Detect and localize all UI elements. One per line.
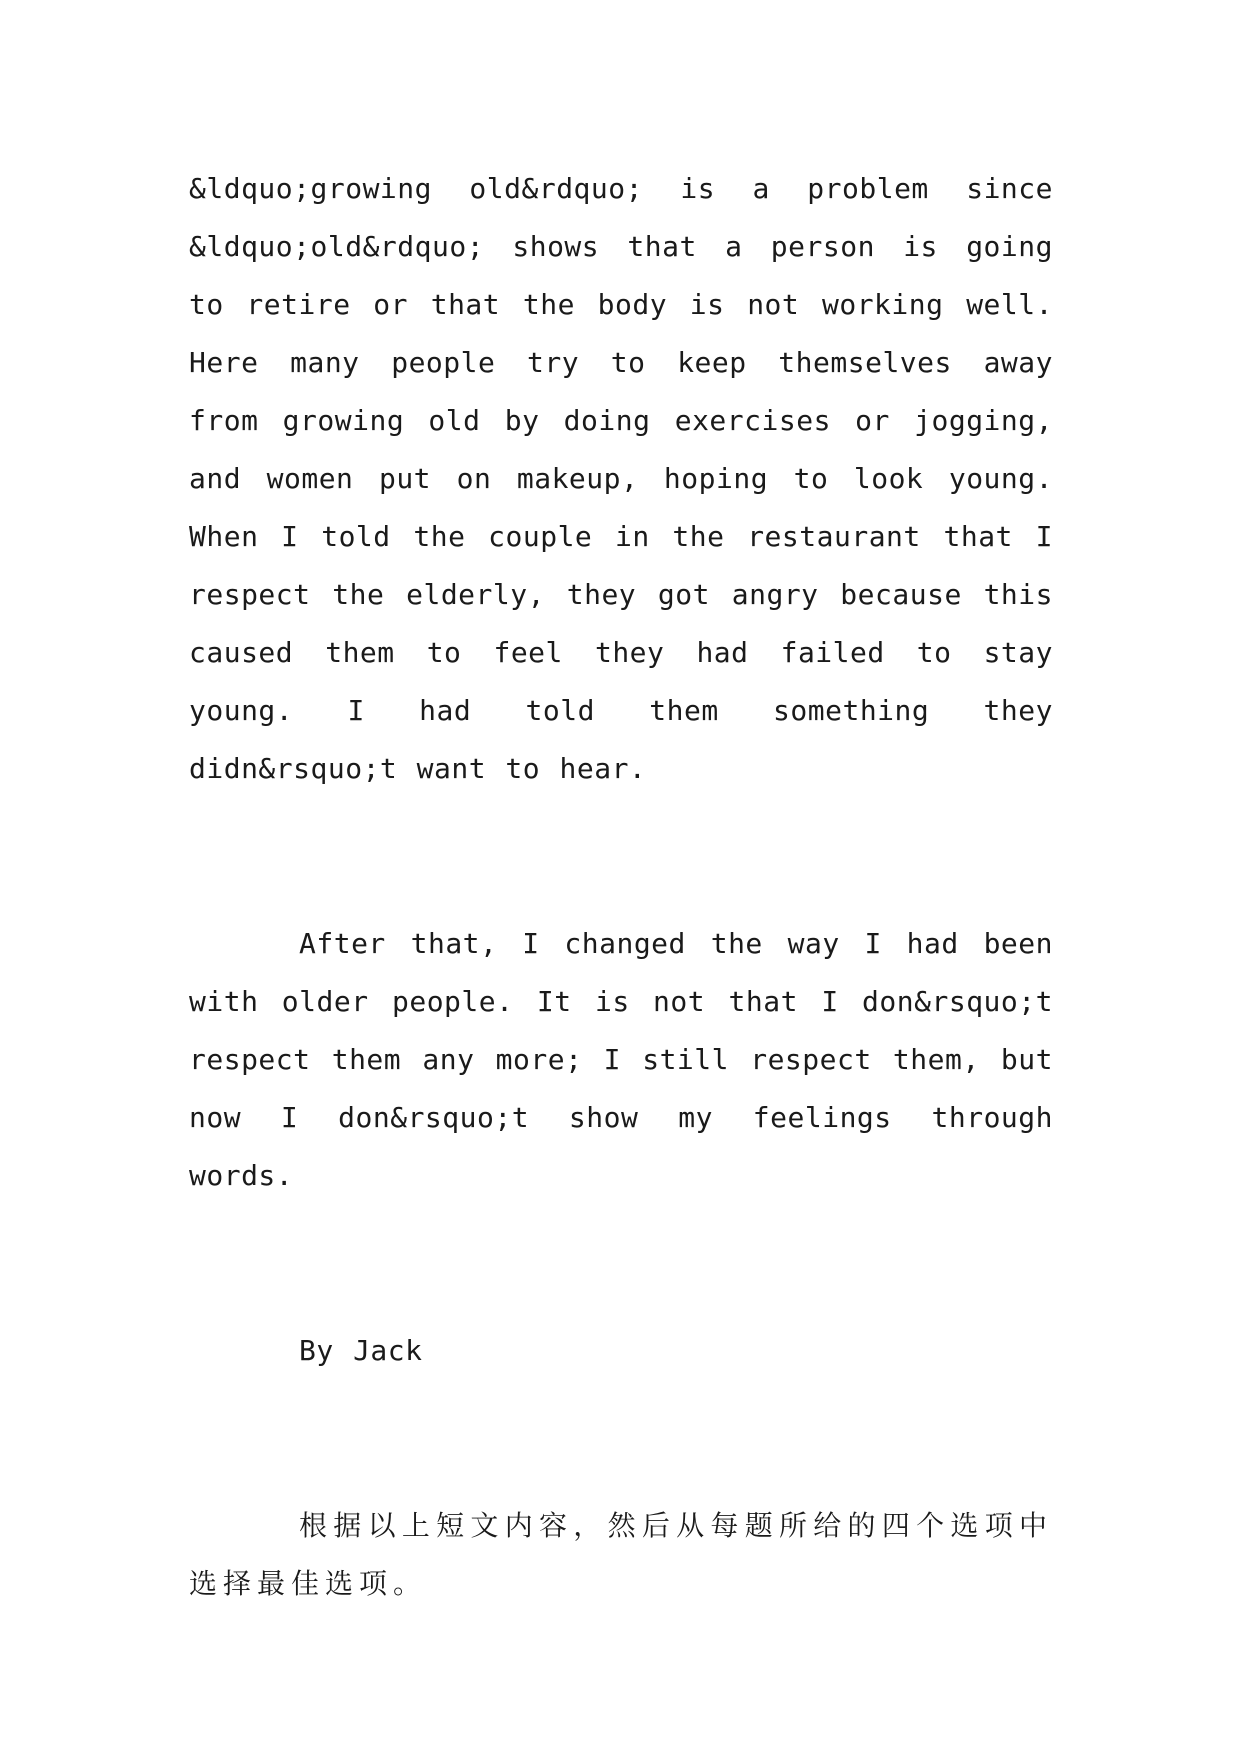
paragraph-2: After that, I changed the way I had been with older people. It is not that I don&rsquo;t respect them any more; I still respect them, but now I don&rsquo;t show my feelings through words. [189, 927, 1053, 1192]
instruction-text: 根据以上短文内容，然后从每题所给的四个选项中选择最佳选项。 [189, 1509, 1053, 1600]
paragraph-1: &ldquo;growing old&rdquo; is a problem since &ldquo;old&rdquo; shows that a person is going to retire or that the body is not working well. Here many people try to keep themselves away from growing old by doing exercises or jogging, and women put on makeup, hoping to look young. When I told the couple in the restaurant that I respect the elderly, they got angry because this caused them to feel they had failed to stay young. I had told them something they didn&rsquo;t want to hear. [189, 172, 1053, 785]
byline: By Jack [299, 1334, 423, 1367]
document-body [189, 160, 1053, 1613]
